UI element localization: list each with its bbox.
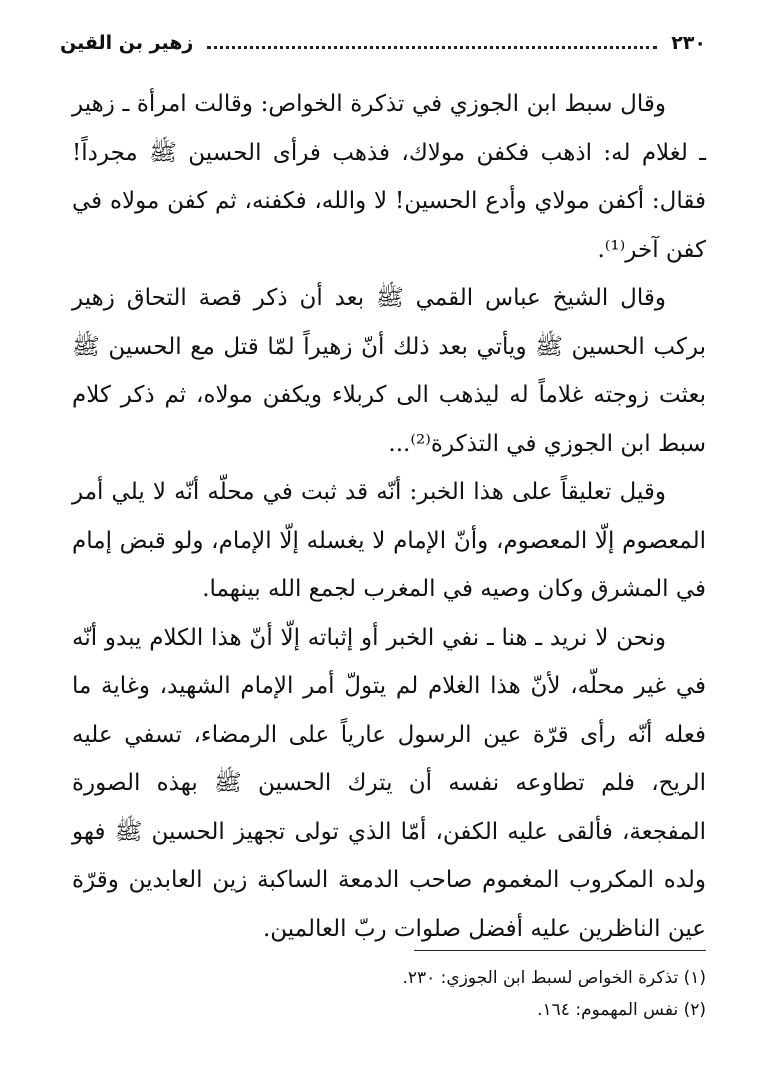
header-dotted-leader <box>207 46 657 49</box>
footnotes <box>72 962 706 1026</box>
footnote-separator <box>414 950 706 951</box>
paragraph-2: وقال الشيخ عباس القمي ﷺ بعد أن ذكر قصة التحاق زهير بركب الحسين ﷺ ويأتي بعد ذلك أنّ زهيراً لمّا قتل مع الحسين ﷺ بعثت زوجته غلاماً له ليذهب الى كربلاء ويكفن مولاه، ثم ذكر كلام سبط ابن الجوزي في التذكرة⁽²⁾... <box>72 285 706 457</box>
running-title: زهير بن القين <box>60 32 194 54</box>
main-text <box>72 80 706 953</box>
paragraph-3: وقيل تعليقاً على هذا الخبر: أنّه قد ثبت في محلّه أنّه لا يلي أمر المعصوم إلّا المعصوم، وأنّ الإمام لا يغسله إلّا الإمام، ولو قبض إمام في المشرق وكان وصيه في المغرب لجمع الله بينهما. <box>72 479 706 602</box>
footnote-1: (١) تذكرة الخواص لسبط ابن الجوزي: ٢٣٠. <box>402 968 706 988</box>
paragraph-1: وقال سبط ابن الجوزي في تذكرة الخواص: وقالت امرأة ـ زهير ـ لغلام له: اذهب فكفن مولاك، فذهب فرأى الحسين ﷺ مجرداً! فقال: أكفن مولاي وأدع الحسين! لا والله، فكفنه، ثم كفن مولاه في كفن آخر⁽¹⁾. <box>72 91 706 263</box>
page-number: ٢٣٠ <box>671 32 706 54</box>
page-header <box>60 26 706 60</box>
paragraph-4: ونحن لا نريد ـ هنا ـ نفي الخبر أو إثباته إلّا أنّ هذا الكلام يبدو أنّه في غير محلّه، لأنّ هذا الغلام لم يتولّ أمر الإمام الشهيد، وغاية ما فعله أنّه رأى قرّة عين الرسول عارياً على الرمضاء، تسفي عليه الريح، فلم تطاوعه نفسه أن يترك الحسين ﷺ بهذه الصورة المفجعة، فألقى عليه الكفن، أمّا الذي تولى تجهيز الحسين ﷺ فهو ولده المكروب المغموم صاحب الدمعة الساكبة زين العابدين وقرّة عين الناظرين عليه أفضل صلوات ربّ العالمين. <box>72 624 706 942</box>
footnote-2: (٢) نفس المهموم: ١٦٤. <box>537 1000 706 1020</box>
